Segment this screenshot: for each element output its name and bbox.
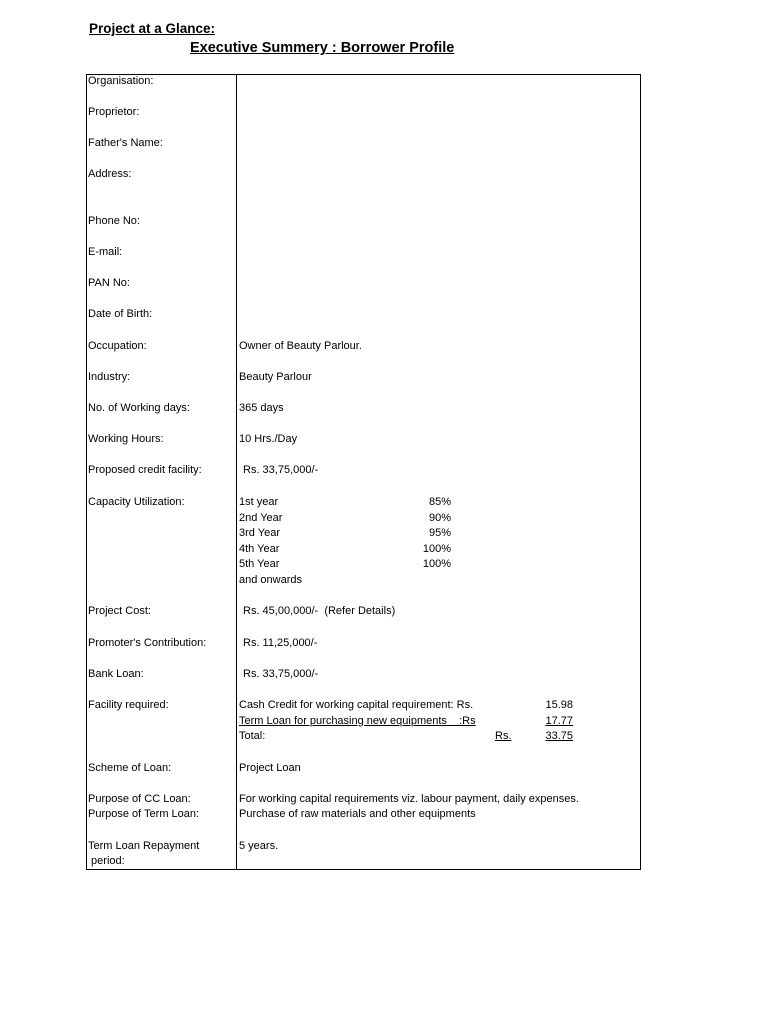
- label-dob: Date of Birth:: [88, 308, 153, 320]
- value-working-hours: 10 Hrs./Day: [239, 433, 298, 445]
- value-working-days: 365 days: [239, 402, 284, 414]
- capacity-row: [239, 542, 451, 558]
- facility-term-loan-row: [239, 714, 573, 730]
- facility-cash-credit-row: [239, 698, 573, 714]
- capacity-row: [239, 557, 451, 573]
- label-address: Address:: [88, 168, 132, 180]
- capacity-year: 1st year: [239, 496, 279, 508]
- label-fathers-name: Father's Name:: [88, 137, 163, 149]
- value-project-cost: Rs. 45,00,000/- (Refer Details): [243, 605, 396, 617]
- label-occupation: Occupation:: [88, 340, 147, 352]
- capacity-year: 4th Year: [239, 542, 280, 555]
- facility-term-loan-amount: 17.77: [545, 714, 573, 727]
- label-purpose-term: Purpose of Term Loan:: [88, 808, 200, 820]
- value-industry: Beauty Parlour: [239, 371, 312, 383]
- label-working-days: No. of Working days:: [88, 402, 190, 414]
- label-facility: Facility required:: [88, 699, 169, 711]
- capacity-pct: 85%: [428, 496, 451, 508]
- capacity-year: 2nd Year: [239, 511, 283, 524]
- facility-total-desc: Total:: [239, 730, 266, 742]
- label-industry: Industry:: [88, 371, 131, 383]
- facility-term-loan-desc: Term Loan for purchasing new equipments :Rs: [239, 714, 476, 727]
- facility-total-row: [239, 729, 573, 745]
- label-credit-facility: Proposed credit facility:: [88, 464, 202, 476]
- capacity-pct: 100%: [422, 558, 451, 570]
- label-promoter: Promoter's Contribution:: [88, 637, 207, 649]
- label-email: E-mail:: [88, 246, 123, 258]
- capacity-row: [239, 526, 451, 542]
- page-subtitle: Executive Summery : Borrower Profile: [190, 40, 455, 56]
- label-project-cost: Project Cost:: [88, 605, 151, 617]
- label-phone: Phone No:: [88, 215, 140, 227]
- label-working-hours: Working Hours:: [88, 433, 164, 445]
- label-capacity: Capacity Utilization:: [88, 496, 185, 508]
- capacity-pct: 95%: [428, 527, 451, 539]
- label-pan: PAN No:: [88, 277, 130, 289]
- label-organisation: Organisation:: [88, 75, 154, 87]
- capacity-row: [239, 511, 451, 527]
- value-repayment: 5 years.: [239, 840, 279, 852]
- capacity-onwards: and onwards: [239, 574, 302, 586]
- value-promoter: Rs. 11,25,000/-: [243, 637, 318, 649]
- value-credit-facility: Rs. 33,75,000/-: [243, 464, 319, 476]
- capacity-row: [239, 495, 451, 511]
- value-purpose-cc: For working capital requirements viz. labour payment, daily expenses.: [239, 793, 579, 805]
- label-repayment-line1: Term Loan Repayment: [88, 840, 200, 852]
- capacity-pct: 100%: [422, 542, 451, 555]
- value-purpose-term: Purchase of raw materials and other equipments: [239, 808, 476, 820]
- value-occupation: Owner of Beauty Parlour.: [239, 340, 362, 352]
- capacity-year: 5th Year: [239, 558, 280, 570]
- page-title: Project at a Glance:: [89, 21, 216, 36]
- label-repayment-line2: period:: [88, 855, 125, 867]
- label-proprietor: Proprietor:: [88, 106, 140, 118]
- column-divider: [236, 74, 237, 870]
- facility-total-rs: Rs.: [495, 730, 512, 742]
- capacity-pct: 90%: [428, 511, 451, 524]
- facility-cash-credit-desc: Cash Credit for working capital requirement: Rs.: [239, 699, 474, 711]
- capacity-year: 3rd Year: [239, 527, 280, 539]
- label-scheme: Scheme of Loan:: [88, 762, 172, 774]
- label-bank-loan: Bank Loan:: [88, 668, 144, 680]
- facility-total-amount: 33.75: [545, 730, 573, 742]
- label-purpose-cc: Purpose of CC Loan:: [88, 793, 191, 805]
- facility-cash-credit-amount: 15.98: [545, 699, 573, 711]
- value-scheme: Project Loan: [239, 762, 301, 774]
- value-bank-loan: Rs. 33,75,000/-: [243, 668, 319, 680]
